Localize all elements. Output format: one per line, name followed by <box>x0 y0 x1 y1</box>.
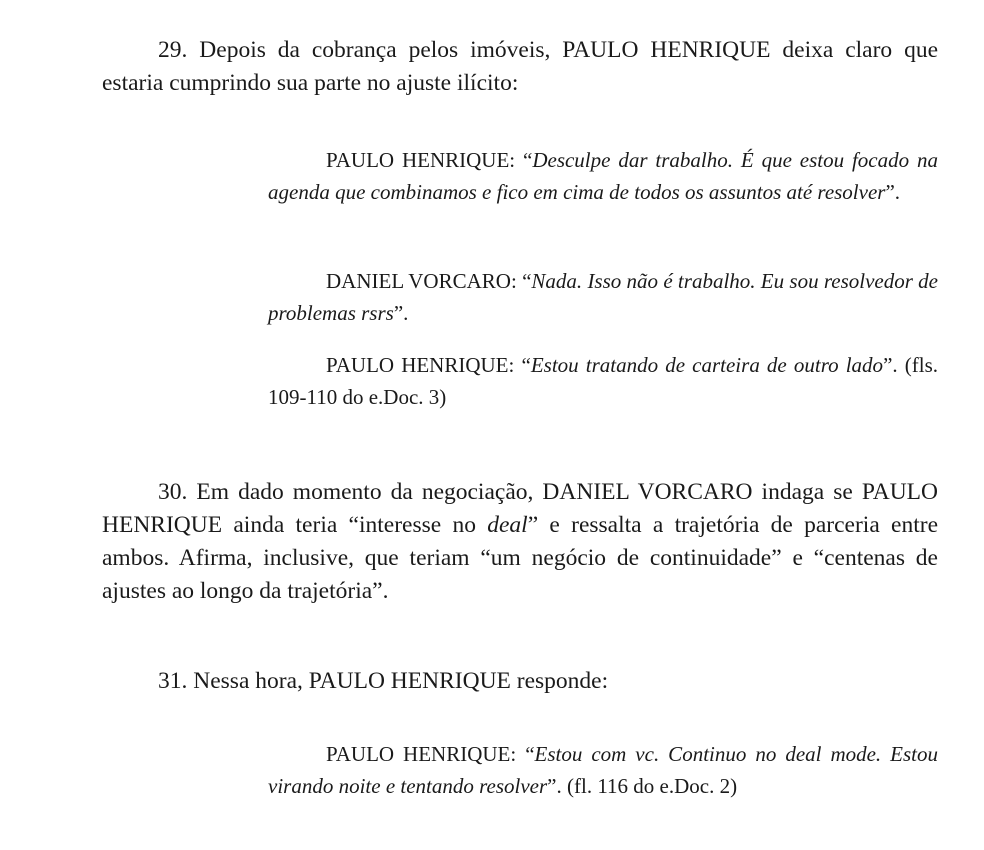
quote-speaker: PAULO HENRIQUE: <box>326 742 517 766</box>
quote-open: “ <box>521 353 531 377</box>
quote-text: Desculpe dar trabalho. É que estou focado na agenda que combinamos e fico em cima de todos os assuntos até resolver <box>268 148 939 204</box>
quote-text: Nada. Isso não é trabalho. Eu sou resolvedor de problemas rsrs <box>268 269 938 325</box>
quote-close: ”. <box>885 180 901 204</box>
quote-block <box>268 349 938 413</box>
quote-close: ”. <box>547 774 562 798</box>
quote-citation: (fl. 116 do e.Doc. 2) <box>561 774 738 798</box>
paragraph-number: 31. <box>158 668 188 694</box>
quote-text: Estou tratando de carteira de outro lado <box>530 353 884 377</box>
quote-open: “ <box>522 269 532 293</box>
quote-block <box>268 738 938 802</box>
paragraph-number: 30. <box>158 479 188 505</box>
paragraph-29 <box>102 34 938 100</box>
quote-open: “ <box>523 148 533 172</box>
paragraph-text-continued: ” e ressalta a trajetória de parceria entre ambos. Afirma, inclusive, que teriam “um negócio de continuidade” e “centenas de ajustes ao longo da trajetória”. <box>102 512 938 604</box>
paragraph-text: Em dado momento da negociação, DANIEL VORCARO indaga se PAULO HENRIQUE ainda teria “interesse no <box>102 479 939 538</box>
quote-open: “ <box>525 742 535 766</box>
quote-block <box>268 265 938 329</box>
paragraph-31 <box>102 665 938 698</box>
quote-close: ”. <box>883 353 898 377</box>
quote-block <box>268 144 938 208</box>
paragraph-italic-term: deal <box>487 512 528 538</box>
paragraph-number: 29. <box>158 37 188 63</box>
paragraph-30 <box>102 476 938 608</box>
quote-text: Estou com vc. Continuo no deal mode. Estou virando noite e tentando resolver <box>268 742 938 798</box>
paragraph-text: Nessa hora, PAULO HENRIQUE responde: <box>193 668 609 694</box>
quote-close: ”. <box>393 301 409 325</box>
quote-speaker: PAULO HENRIQUE: <box>326 148 516 172</box>
quote-speaker: PAULO HENRIQUE: <box>326 353 515 377</box>
quote-citation: (fls. 109-110 do e.Doc. 3) <box>268 353 939 409</box>
quote-speaker: DANIEL VORCARO: <box>326 269 517 293</box>
paragraph-text: Depois da cobrança pelos imóveis, PAULO HENRIQUE deixa claro que estaria cumprindo sua parte no ajuste ilícito: <box>102 37 939 96</box>
